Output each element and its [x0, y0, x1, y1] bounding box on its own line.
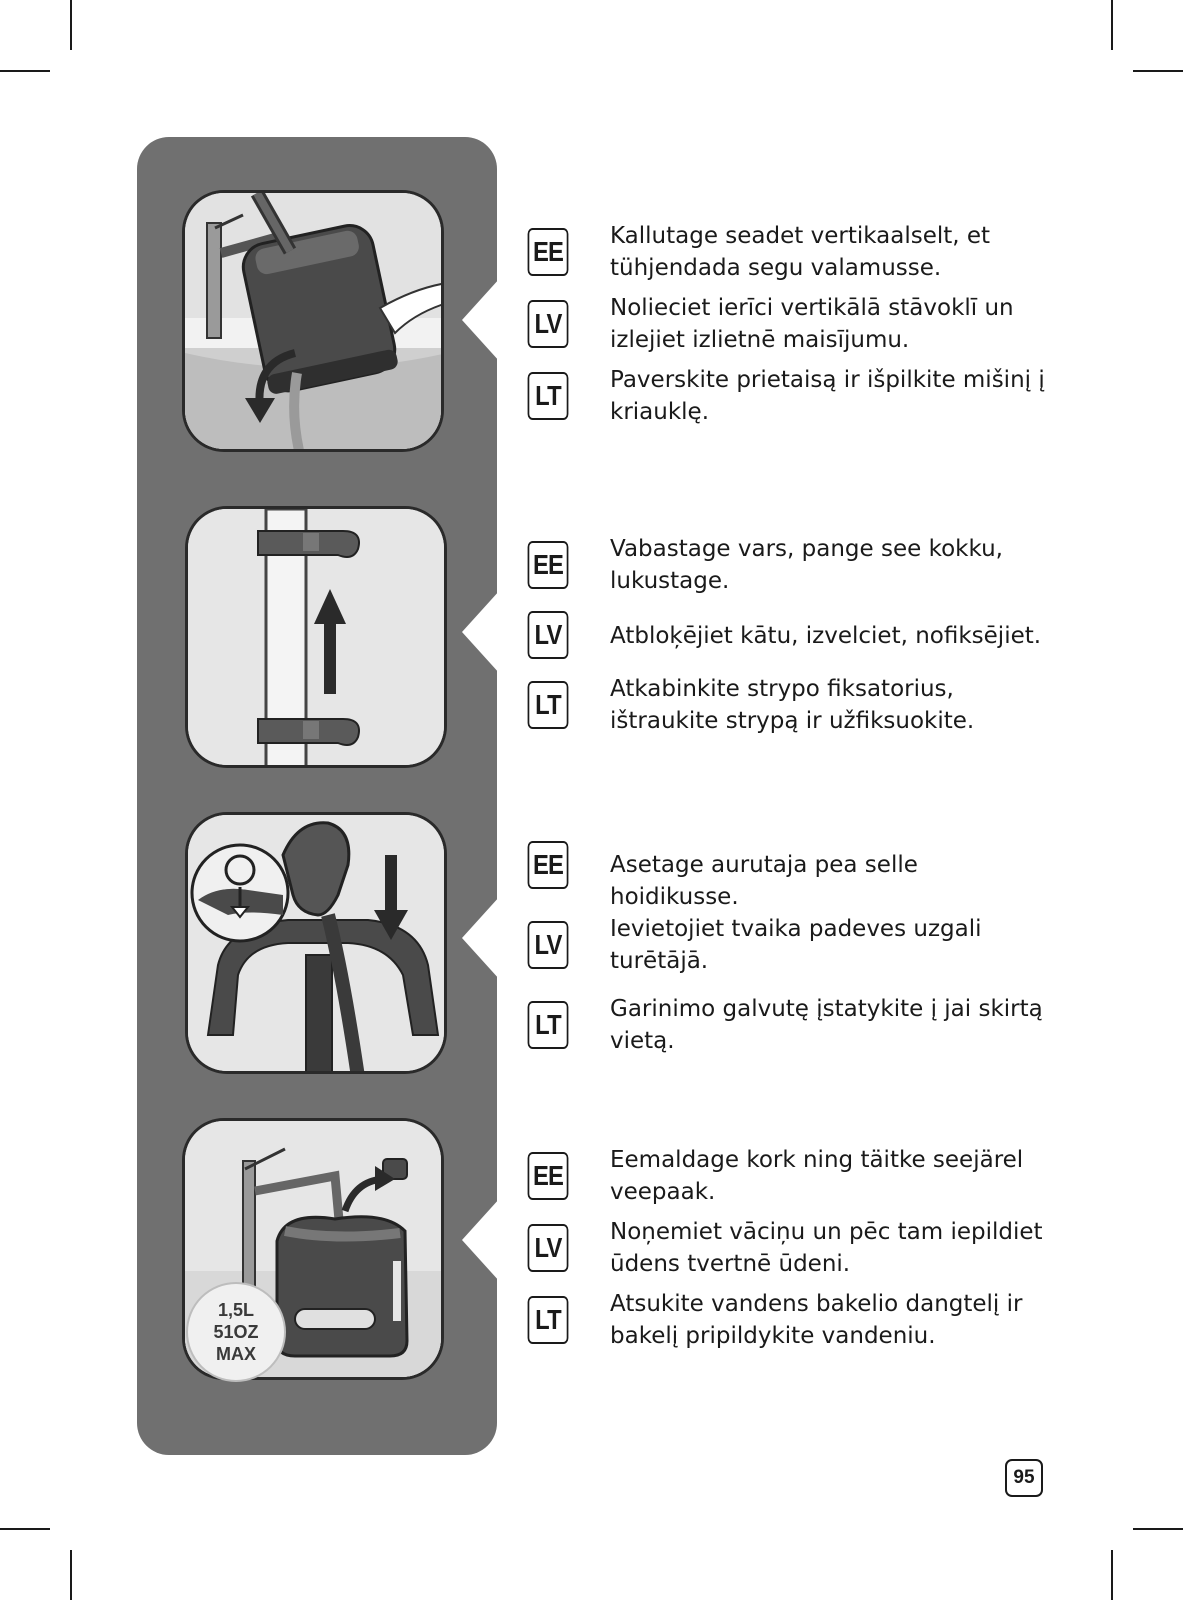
- lang-badge-lv: LV: [528, 921, 569, 969]
- lang-badge-lt: LT: [528, 372, 569, 420]
- step-2-ee-text: Vabastage vars, pange see kokku, lukustage.: [610, 536, 1003, 594]
- crop-mark: [70, 0, 72, 50]
- step-3-ee-text: Asetage aurutaja pea selle hoidikusse.: [610, 852, 918, 910]
- step-4-lv-text: Noņemiet vāciņu un pēc tam iepildiet ūdens tvertnē ūdeni.: [610, 1219, 1043, 1277]
- panel-notch: [462, 278, 500, 362]
- capacity-badge-line2: 51OZ: [213, 1322, 259, 1342]
- crop-mark: [1133, 70, 1183, 72]
- step-1-lt-text: Paverskite prietaisą ir išpilkite mišinį į kriauklę.: [610, 367, 1045, 425]
- lang-badge-ee: EE: [528, 541, 569, 589]
- step-4-ee-text: Eemaldage kork ning täitke seejärel veepaak.: [610, 1147, 1024, 1205]
- crop-mark: [0, 1528, 50, 1530]
- capacity-badge: [186, 1282, 286, 1382]
- capacity-badge-line1: 1,5L: [217, 1300, 255, 1320]
- step-2-lv-text: Atbloķējiet kātu, izvelciet, nofiksējiet.: [610, 623, 1042, 649]
- crop-mark: [1111, 1550, 1113, 1600]
- lang-badge-lt: LT: [528, 681, 569, 729]
- panel-notch: [462, 590, 500, 674]
- step-3-lt-text: Garinimo galvutę įstatykite į jai skirtą vietą.: [610, 996, 1043, 1054]
- lang-badge-lt: LT: [528, 1001, 569, 1049]
- step-4-lt-text: Atsukite vandens bakelio dangtelį ir bakelį pripildykite vandeniu.: [610, 1291, 1023, 1349]
- lang-badge-lt: LT: [528, 1296, 569, 1344]
- crop-mark: [0, 70, 50, 72]
- crop-mark: [1111, 0, 1113, 50]
- lang-badge-ee: EE: [528, 841, 569, 889]
- step-1-ee-text: Kallutage seadet vertikaalselt, et tühjendada segu valamusse.: [610, 223, 991, 281]
- lang-badge-lv: LV: [528, 611, 569, 659]
- step-3-lv-text: Ievietojiet tvaika padeves uzgali turētājā.: [610, 916, 982, 974]
- page-number: 95: [1005, 1459, 1043, 1497]
- down-arrow-icon: [385, 855, 397, 915]
- illustration-empty-tank: [182, 190, 444, 452]
- lang-badge-lv: LV: [528, 1224, 569, 1272]
- lang-badge-lv: LV: [528, 300, 569, 348]
- illustration-extend-pole: [185, 506, 447, 768]
- up-arrow-icon: [324, 619, 336, 694]
- step-2-lt-text: Atkabinkite strypo fiksatorius, ištraukite strypą ir užfiksuokite.: [610, 676, 975, 734]
- panel-notch: [462, 1198, 500, 1282]
- capacity-badge-line3: MAX: [216, 1344, 256, 1364]
- lang-badge-ee: EE: [528, 1152, 569, 1200]
- panel-notch: [462, 896, 500, 980]
- crop-mark: [70, 1550, 72, 1600]
- step-1-lv-text: Nolieciet ierīci vertikālā stāvoklī un izlejiet izlietnē maisījumu.: [610, 295, 1014, 353]
- lang-badge-ee: EE: [528, 228, 569, 276]
- illustration-head-holder: [185, 812, 447, 1074]
- crop-mark: [1133, 1528, 1183, 1530]
